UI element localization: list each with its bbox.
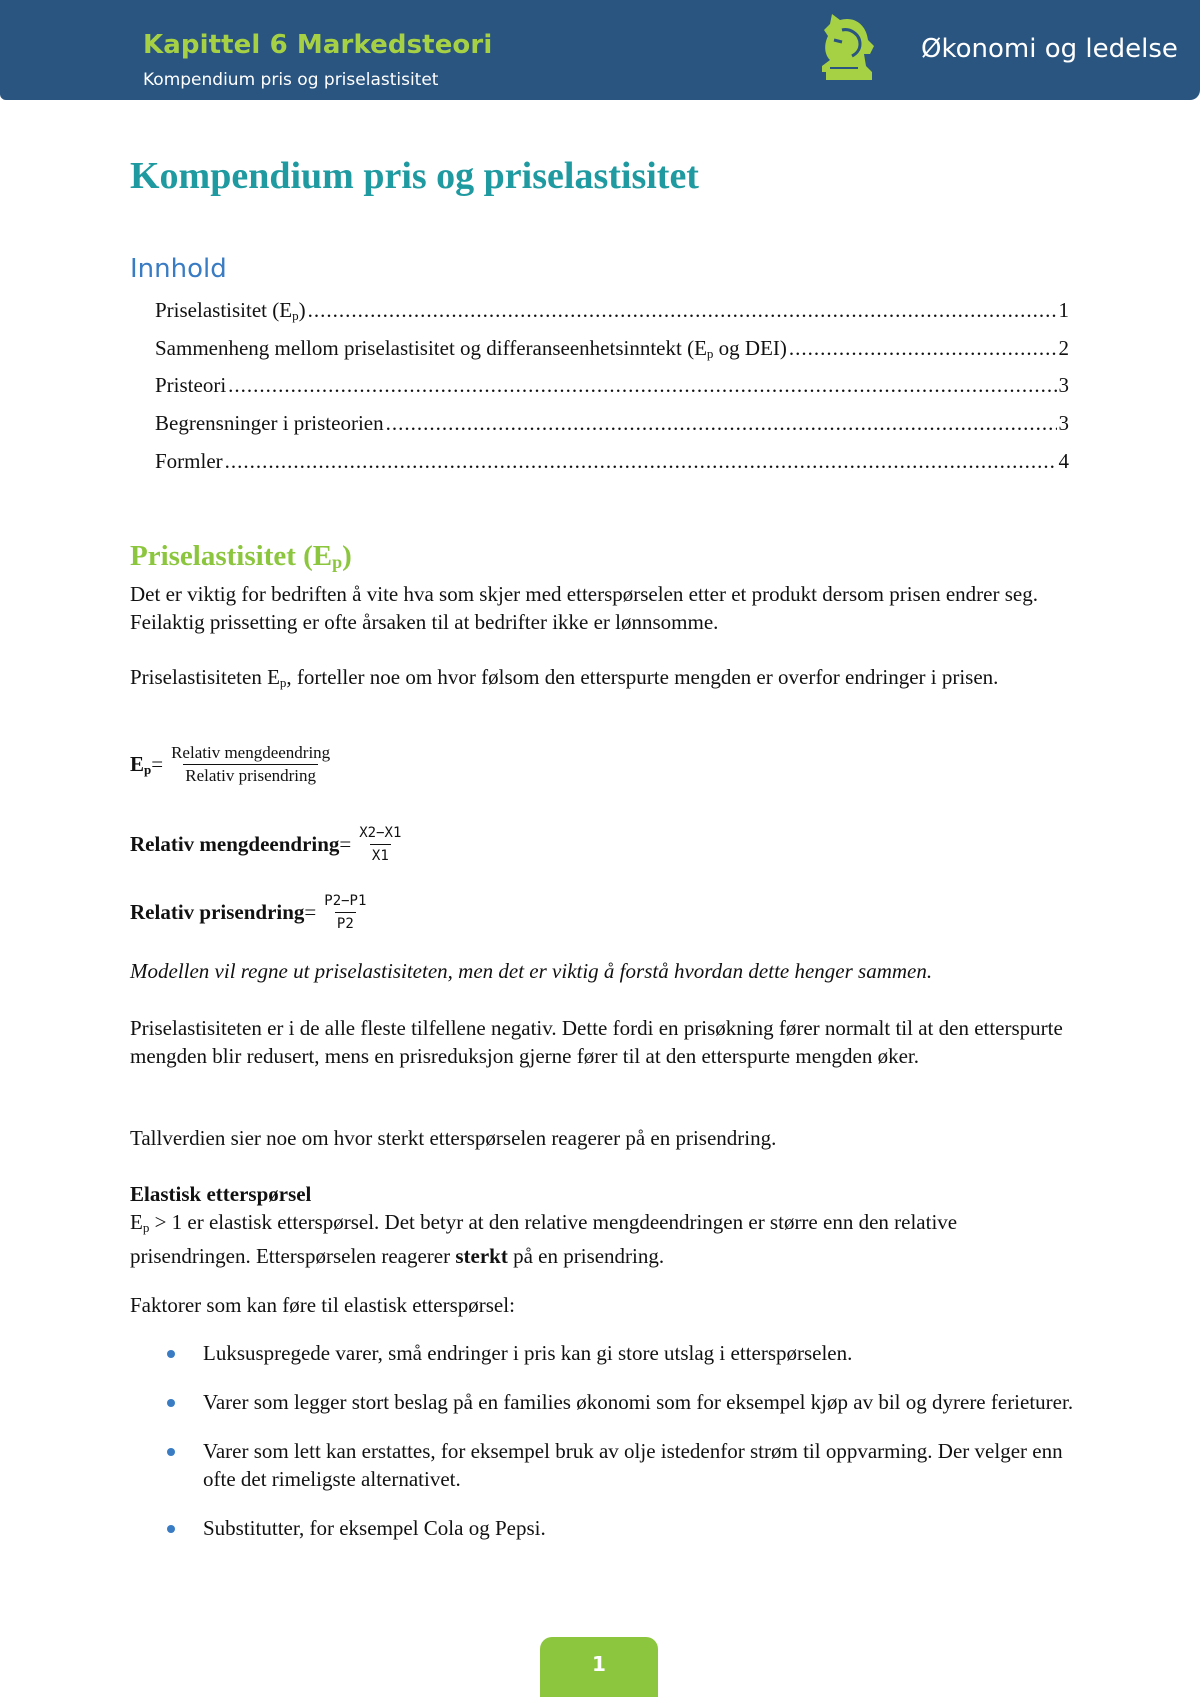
toc-entry-page: 2 [1058,336,1069,360]
toc-leader-dots [386,411,1057,436]
bullet-icon [167,1525,175,1533]
formula-fraction [357,822,403,867]
paragraph-model-note: Modellen vil regne ut priselastisiteten, men det er viktig å forstå hvordan dette henger sammen. [130,959,933,983]
formula-equals: = [151,752,164,776]
formula-lhs: $E_p$ [130,751,152,777]
toc-entry[interactable] [155,298,1069,324]
paragraph-elastic: $E_p > 1$ er elastisk etterspørsel. Det betyr at den relative mengdeendringen er større enn den relative prisendringen. Etterspørselen reagerer sterkt på en prisendring. [130,1210,958,1268]
formula-lhs: Relativ prisendring [130,900,305,924]
toc-entry-label: Begrensninger i pristeorien [155,411,384,435]
toc-leader-dots [308,298,1057,323]
formula-equals: = [339,832,352,856]
toc-entry-label: Priselastisitet $(E_p)$ [155,298,306,323]
document-title: Kompendium pris og priselastisitet [130,155,699,197]
toc-entry-page: 3 [1058,411,1069,435]
chapter-title: Kapittel 6 Markedsteori [143,30,493,60]
formula-quantity-change [130,822,403,867]
formula-equals: = [304,900,317,924]
paragraph-intro: Det er viktig for bedriften å vite hva som skjer med etterspørselen etter et produkt dersom prisen endrer seg. Feilaktig prissetting er ofte årsaken til at bedrifter ikke er lønnsomme. [130,582,1038,634]
paragraph-definition: Priselastisiteten $E_p$, forteller noe om hvor følsom den etterspurte mengden er overfor endringer i prisen. [130,665,999,690]
formula-denominator: Relativ prisendring [185,766,317,785]
toc-entry[interactable] [155,449,1069,475]
toc-entry-label: Sammenheng mellom priselastisitet og differanseenhetsinntekt ($E_p$ og DEI) [155,336,787,361]
formula-elasticity [130,742,332,787]
toc-entry-page: 3 [1058,373,1069,397]
paragraph-value: Tallverdien sier noe om hvor sterkt etterspørselen reagerer på en prisendring. [130,1126,777,1150]
toc-entry-label: Formler [155,449,223,473]
bullet-icon [167,1350,175,1358]
section-heading: Priselastisitet $(E_p)$ [130,540,352,572]
toc-entry-page: 1 [1058,298,1069,322]
header-subtitle: Kompendium pris og priselastisitet [143,70,439,90]
bullet-icon [167,1448,175,1456]
toc-entry-label: Pristeori [155,373,227,397]
list-item: Varer som lett kan erstattes, for eksempel bruk av olje istedenfor strøm til oppvarming. Der velger enn ofte det rimeligste alternativet. [130,1437,1076,1493]
toc-leader-dots [228,373,1056,398]
toc-heading: Innhold [130,254,227,284]
page-number: 1 [540,1637,658,1697]
toc-entry[interactable] [155,373,1069,399]
toc-entry[interactable] [155,411,1069,437]
formula-denominator: X1 [370,844,391,867]
formula-fraction [322,890,368,935]
knight-head-icon [812,10,878,82]
bullet-icon [167,1399,175,1407]
list-item: Substitutter, for eksempel Cola og Pepsi. [130,1514,1076,1542]
toc-leader-dots [789,336,1057,361]
toc-entry[interactable] [155,336,1069,362]
toc-entry-page: 4 [1058,449,1069,473]
toc-leader-dots [225,449,1057,474]
formula-numerator: X2−X1 [359,825,402,841]
formula-lhs: Relativ mengdeendring [130,832,340,856]
list-item: Luksuspregede varer, små endringer i pris kan gi store utslag i etterspørselen. [130,1339,1076,1367]
factor-list [130,1339,1076,1563]
paragraph-factors: Faktorer som kan føre til elastisk etterspørsel: [130,1293,515,1317]
formula-price-change [130,890,368,935]
formula-numerator: Relativ mengdeendring [171,743,331,762]
formula-numerator: P2−P1 [324,893,367,909]
list-item: Varer som legger stort beslag på en families økonomi som for eksempel kjøp av bil og dyrere ferieturer. [130,1388,1076,1416]
subheading-elastic: Elastisk etterspørsel [130,1182,312,1206]
brand-name: Økonomi og ledelse [921,34,1178,64]
formula-denominator: P2 [335,912,356,935]
paragraph-negative: Priselastisiteten er i de alle fleste tilfellene negativ. Dette fordi en prisøkning fører normalt til at den etterspurte mengden blir redusert, mens en prisreduksjon gjerne fører til at den etterspurte mengden øker. [130,1016,1063,1068]
formula-fraction [169,742,332,787]
header-banner [0,0,1200,100]
